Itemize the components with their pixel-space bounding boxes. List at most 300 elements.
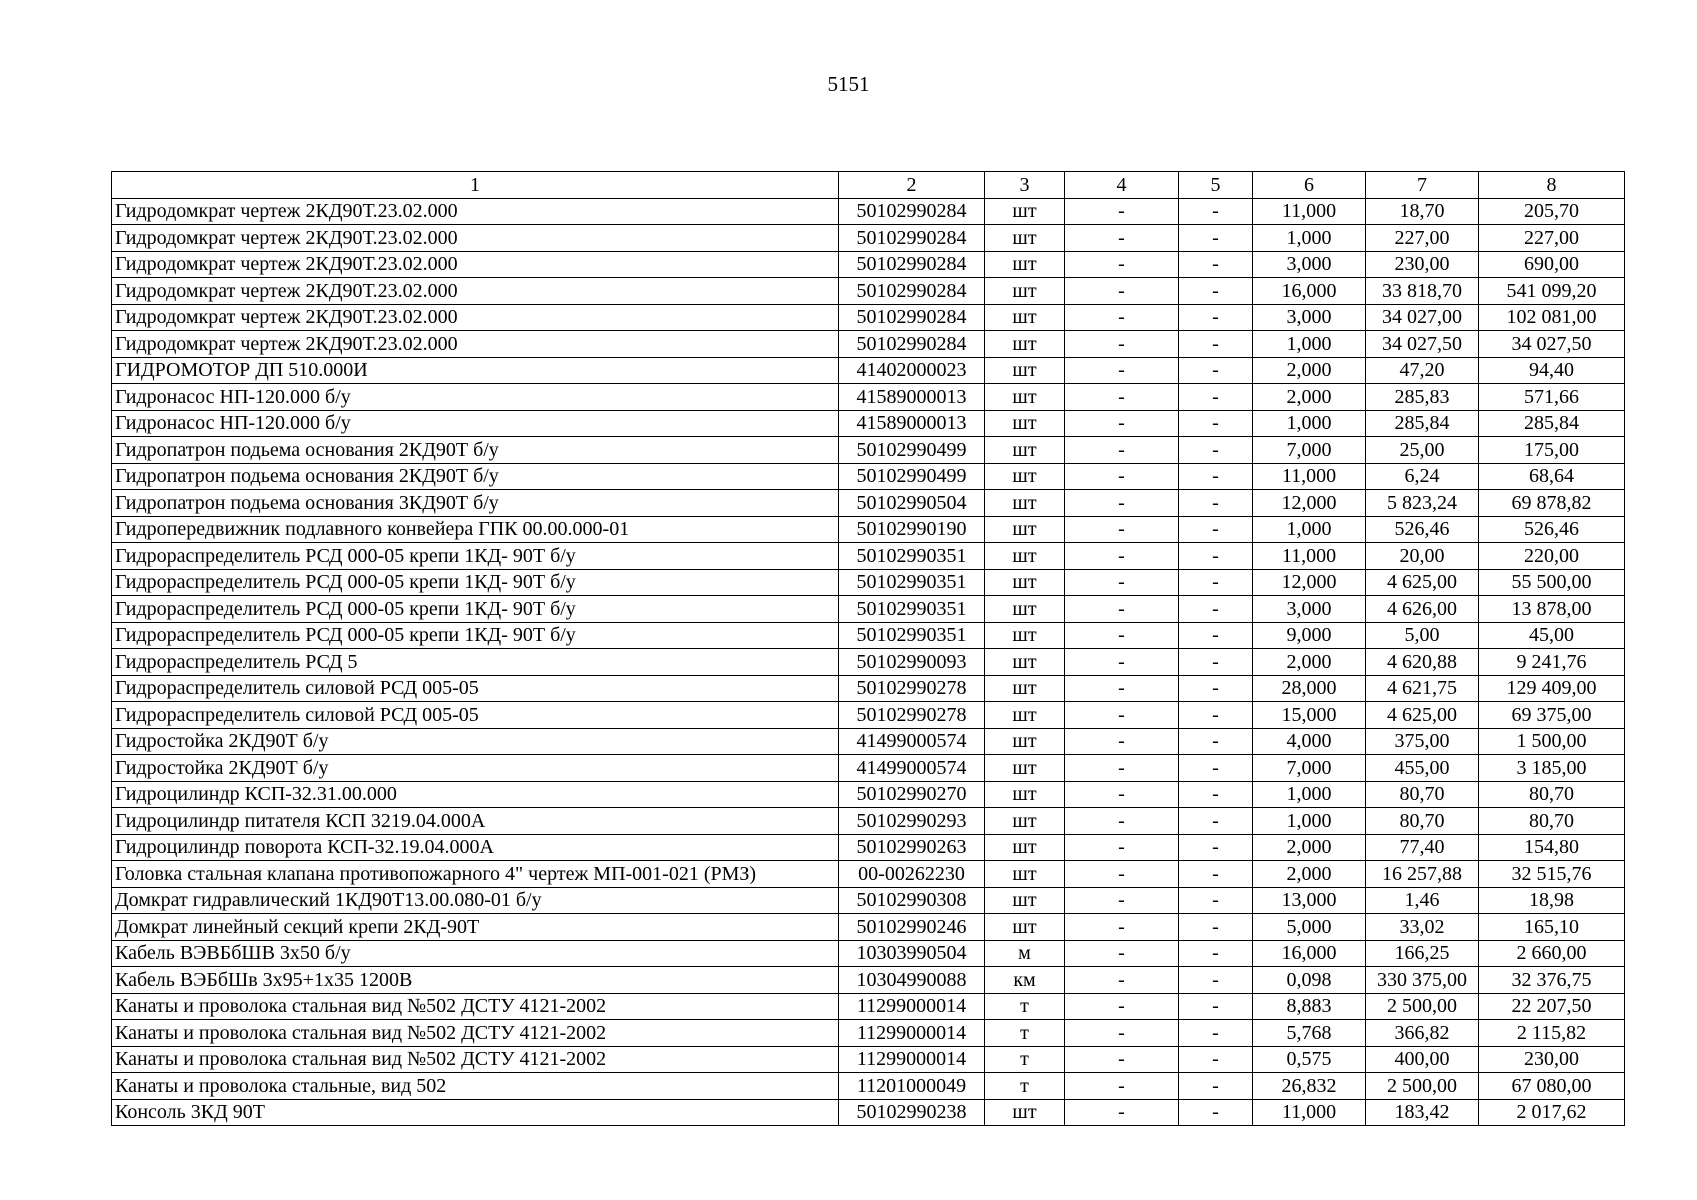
col4-cell: -	[1065, 543, 1179, 570]
price-cell: 80,70	[1366, 781, 1479, 808]
col5-cell: -	[1179, 304, 1253, 331]
col4-cell: -	[1065, 808, 1179, 835]
quantity-cell: 12,000	[1253, 490, 1366, 517]
item-code-cell: 50102990293	[839, 808, 985, 835]
item-code-cell: 10304990088	[839, 967, 985, 994]
table-row	[112, 755, 1625, 782]
item-name-cell: Консоль 3КД 90Т	[112, 1099, 839, 1126]
table-row	[112, 649, 1625, 676]
item-name-cell: Гидропатрон подьема основания 2КД90Т б/у	[112, 463, 839, 490]
price-cell: 18,70	[1366, 198, 1479, 225]
amount-cell: 205,70	[1479, 198, 1625, 225]
item-code-cell: 50102990284	[839, 251, 985, 278]
price-cell: 4 625,00	[1366, 569, 1479, 596]
col5-cell: -	[1179, 649, 1253, 676]
col5-cell: -	[1179, 357, 1253, 384]
col5-cell: -	[1179, 755, 1253, 782]
amount-cell: 80,70	[1479, 781, 1625, 808]
amount-cell: 69 375,00	[1479, 702, 1625, 729]
table-row	[112, 490, 1625, 517]
table-row	[112, 278, 1625, 305]
table-row	[112, 198, 1625, 225]
item-name-cell: Гидрораспределитель РСД 000-05 крепи 1КД- 90Т б/у	[112, 543, 839, 570]
quantity-cell: 2,000	[1253, 834, 1366, 861]
price-cell: 375,00	[1366, 728, 1479, 755]
item-name-cell: ГИДРОМОТОР ДП 510.000И	[112, 357, 839, 384]
item-name-cell: Гидроцилиндр поворота КСП-32.19.04.000А	[112, 834, 839, 861]
item-code-cell: 50102990278	[839, 702, 985, 729]
table-row	[112, 940, 1625, 967]
item-code-cell: 50102990351	[839, 569, 985, 596]
unit-cell: шт	[985, 808, 1065, 835]
quantity-cell: 2,000	[1253, 649, 1366, 676]
col5-cell: -	[1179, 437, 1253, 464]
col4-cell: -	[1065, 755, 1179, 782]
table-row	[112, 675, 1625, 702]
table-row	[112, 622, 1625, 649]
column-header-7: 7	[1366, 172, 1479, 199]
unit-cell: шт	[985, 357, 1065, 384]
price-cell: 183,42	[1366, 1099, 1479, 1126]
col5-cell: -	[1179, 1099, 1253, 1126]
col5-cell: -	[1179, 622, 1253, 649]
col5-cell: -	[1179, 914, 1253, 941]
col4-cell: -	[1065, 490, 1179, 517]
item-name-cell: Гидропатрон подьема основания 3КД90Т б/у	[112, 490, 839, 517]
item-code-cell: 00-00262230	[839, 861, 985, 888]
quantity-cell: 11,000	[1253, 463, 1366, 490]
column-header-2: 2	[839, 172, 985, 199]
table-row	[112, 304, 1625, 331]
column-header-8: 8	[1479, 172, 1625, 199]
unit-cell: шт	[985, 384, 1065, 411]
amount-cell: 175,00	[1479, 437, 1625, 464]
unit-cell: т	[985, 1020, 1065, 1047]
table-row	[112, 384, 1625, 411]
quantity-cell: 1,000	[1253, 808, 1366, 835]
table-row	[112, 1020, 1625, 1047]
price-cell: 366,82	[1366, 1020, 1479, 1047]
col5-cell: -	[1179, 940, 1253, 967]
quantity-cell: 11,000	[1253, 543, 1366, 570]
col4-cell: -	[1065, 1073, 1179, 1100]
col4-cell: -	[1065, 357, 1179, 384]
col4-cell: -	[1065, 569, 1179, 596]
item-code-cell: 41402000023	[839, 357, 985, 384]
unit-cell: шт	[985, 702, 1065, 729]
unit-cell: шт	[985, 490, 1065, 517]
item-name-cell: Гидроцилиндр питателя КСП 3219.04.000А	[112, 808, 839, 835]
item-code-cell: 41499000574	[839, 755, 985, 782]
table-row	[112, 808, 1625, 835]
price-cell: 6,24	[1366, 463, 1479, 490]
unit-cell: шт	[985, 543, 1065, 570]
item-code-cell: 50102990351	[839, 622, 985, 649]
price-cell: 5,00	[1366, 622, 1479, 649]
quantity-cell: 1,000	[1253, 516, 1366, 543]
col4-cell: -	[1065, 1046, 1179, 1073]
unit-cell: шт	[985, 437, 1065, 464]
price-cell: 455,00	[1366, 755, 1479, 782]
item-name-cell: Головка стальная клапана противопожарного 4" чертеж МП-001-021 (РМЗ)	[112, 861, 839, 888]
col4-cell: -	[1065, 622, 1179, 649]
unit-cell: т	[985, 1046, 1065, 1073]
col4-cell: -	[1065, 781, 1179, 808]
item-code-cell: 11201000049	[839, 1073, 985, 1100]
price-cell: 2 500,00	[1366, 1073, 1479, 1100]
price-cell: 227,00	[1366, 225, 1479, 252]
item-code-cell: 50102990351	[839, 596, 985, 623]
amount-cell: 94,40	[1479, 357, 1625, 384]
item-name-cell: Гидропередвижник подлавного конвейера ГПК 00.00.000-01	[112, 516, 839, 543]
unit-cell: шт	[985, 781, 1065, 808]
col5-cell: -	[1179, 887, 1253, 914]
amount-cell: 165,10	[1479, 914, 1625, 941]
table-row	[112, 463, 1625, 490]
price-cell: 4 626,00	[1366, 596, 1479, 623]
item-name-cell: Гидростойка 2КД90Т б/у	[112, 755, 839, 782]
unit-cell: шт	[985, 463, 1065, 490]
quantity-cell: 7,000	[1253, 755, 1366, 782]
col5-cell: -	[1179, 490, 1253, 517]
col4-cell: -	[1065, 516, 1179, 543]
price-cell: 285,83	[1366, 384, 1479, 411]
quantity-cell: 5,000	[1253, 914, 1366, 941]
item-code-cell: 50102990270	[839, 781, 985, 808]
column-header-4: 4	[1065, 172, 1179, 199]
price-cell: 34 027,50	[1366, 331, 1479, 358]
quantity-cell: 1,000	[1253, 410, 1366, 437]
item-name-cell: Гидропатрон подьема основания 2КД90Т б/у	[112, 437, 839, 464]
price-cell: 4 621,75	[1366, 675, 1479, 702]
item-code-cell: 50102990504	[839, 490, 985, 517]
table-row	[112, 702, 1625, 729]
item-code-cell: 50102990284	[839, 198, 985, 225]
item-name-cell: Гидрораспределитель РСД 000-05 крепи 1КД- 90Т б/у	[112, 622, 839, 649]
price-cell: 16 257,88	[1366, 861, 1479, 888]
col4-cell: -	[1065, 702, 1179, 729]
quantity-cell: 16,000	[1253, 940, 1366, 967]
quantity-cell: 0,575	[1253, 1046, 1366, 1073]
quantity-cell: 8,883	[1253, 993, 1366, 1020]
amount-cell: 154,80	[1479, 834, 1625, 861]
col5-cell: -	[1179, 1046, 1253, 1073]
quantity-cell: 26,832	[1253, 1073, 1366, 1100]
col5-cell: -	[1179, 834, 1253, 861]
table-row	[112, 728, 1625, 755]
col4-cell: -	[1065, 596, 1179, 623]
amount-cell: 67 080,00	[1479, 1073, 1625, 1100]
table-row	[112, 251, 1625, 278]
price-cell: 400,00	[1366, 1046, 1479, 1073]
col4-cell: -	[1065, 384, 1179, 411]
item-name-cell: Канаты и проволока стальная вид №502 ДСТУ 4121-2002	[112, 993, 839, 1020]
item-code-cell: 50102990499	[839, 463, 985, 490]
col5-cell: -	[1179, 543, 1253, 570]
quantity-cell: 1,000	[1253, 781, 1366, 808]
item-code-cell: 41589000013	[839, 384, 985, 411]
price-cell: 4 625,00	[1366, 702, 1479, 729]
item-code-cell: 50102990284	[839, 278, 985, 305]
item-code-cell: 11299000014	[839, 993, 985, 1020]
table-row	[112, 516, 1625, 543]
price-cell: 77,40	[1366, 834, 1479, 861]
table-row	[112, 781, 1625, 808]
quantity-cell: 3,000	[1253, 596, 1366, 623]
unit-cell: шт	[985, 755, 1065, 782]
item-code-cell: 41589000013	[839, 410, 985, 437]
amount-cell: 80,70	[1479, 808, 1625, 835]
amount-cell: 55 500,00	[1479, 569, 1625, 596]
table-row	[112, 357, 1625, 384]
col4-cell: -	[1065, 1020, 1179, 1047]
item-code-cell: 50102990190	[839, 516, 985, 543]
price-cell: 47,20	[1366, 357, 1479, 384]
inventory-table	[111, 171, 1625, 1126]
unit-cell: шт	[985, 649, 1065, 676]
table-row	[112, 887, 1625, 914]
item-name-cell: Гидродомкрат чертеж 2КД90Т.23.02.000	[112, 225, 839, 252]
item-code-cell: 50102990093	[839, 649, 985, 676]
amount-cell: 230,00	[1479, 1046, 1625, 1073]
unit-cell: шт	[985, 331, 1065, 358]
unit-cell: шт	[985, 1099, 1065, 1126]
amount-cell: 34 027,50	[1479, 331, 1625, 358]
col5-cell: -	[1179, 728, 1253, 755]
amount-cell: 13 878,00	[1479, 596, 1625, 623]
col5-cell: -	[1179, 675, 1253, 702]
col5-cell: -	[1179, 993, 1253, 1020]
col5-cell: -	[1179, 967, 1253, 994]
page-number: 5151	[827, 72, 870, 96]
table-row	[112, 410, 1625, 437]
amount-cell: 45,00	[1479, 622, 1625, 649]
table-row	[112, 1046, 1625, 1073]
col4-cell: -	[1065, 1099, 1179, 1126]
quantity-cell: 28,000	[1253, 675, 1366, 702]
amount-cell: 2 660,00	[1479, 940, 1625, 967]
unit-cell: т	[985, 1073, 1065, 1100]
quantity-cell: 0,098	[1253, 967, 1366, 994]
item-name-cell: Гидронасос НП-120.000 б/у	[112, 384, 839, 411]
price-cell: 2 500,00	[1366, 993, 1479, 1020]
col5-cell: -	[1179, 516, 1253, 543]
item-code-cell: 50102990284	[839, 331, 985, 358]
item-name-cell: Гидростойка 2КД90Т б/у	[112, 728, 839, 755]
unit-cell: шт	[985, 569, 1065, 596]
column-header-3: 3	[985, 172, 1065, 199]
quantity-cell: 12,000	[1253, 569, 1366, 596]
unit-cell: шт	[985, 198, 1065, 225]
item-name-cell: Гидродомкрат чертеж 2КД90Т.23.02.000	[112, 251, 839, 278]
quantity-cell: 3,000	[1253, 304, 1366, 331]
unit-cell: шт	[985, 410, 1065, 437]
unit-cell: т	[985, 993, 1065, 1020]
amount-cell: 526,46	[1479, 516, 1625, 543]
unit-cell: шт	[985, 225, 1065, 252]
col5-cell: -	[1179, 331, 1253, 358]
col5-cell: -	[1179, 596, 1253, 623]
item-code-cell: 50102990499	[839, 437, 985, 464]
table-row	[112, 834, 1625, 861]
col5-cell: -	[1179, 1020, 1253, 1047]
col4-cell: -	[1065, 251, 1179, 278]
amount-cell: 68,64	[1479, 463, 1625, 490]
table-row	[112, 569, 1625, 596]
item-name-cell: Гидроцилиндр КСП-32.31.00.000	[112, 781, 839, 808]
col4-cell: -	[1065, 437, 1179, 464]
price-cell: 33 818,70	[1366, 278, 1479, 305]
table-row	[112, 331, 1625, 358]
col5-cell: -	[1179, 251, 1253, 278]
item-name-cell: Кабель ВЭБбШв 3х95+1х35 1200В	[112, 967, 839, 994]
table-row	[112, 1073, 1625, 1100]
item-code-cell: 50102990238	[839, 1099, 985, 1126]
amount-cell: 129 409,00	[1479, 675, 1625, 702]
unit-cell: м	[985, 940, 1065, 967]
amount-cell: 571,66	[1479, 384, 1625, 411]
amount-cell: 2 017,62	[1479, 1099, 1625, 1126]
price-cell: 34 027,00	[1366, 304, 1479, 331]
table-row	[112, 993, 1625, 1020]
col4-cell: -	[1065, 940, 1179, 967]
price-cell: 80,70	[1366, 808, 1479, 835]
col5-cell: -	[1179, 410, 1253, 437]
item-code-cell: 10303990504	[839, 940, 985, 967]
item-name-cell: Гидрораспределитель РСД 000-05 крепи 1КД- 90Т б/у	[112, 596, 839, 623]
item-name-cell: Гидрораспределитель силовой РСД 005-05	[112, 675, 839, 702]
item-code-cell: 50102990308	[839, 887, 985, 914]
amount-cell: 9 241,76	[1479, 649, 1625, 676]
table-row	[112, 596, 1625, 623]
amount-cell: 285,84	[1479, 410, 1625, 437]
unit-cell: шт	[985, 278, 1065, 305]
unit-cell: шт	[985, 834, 1065, 861]
item-code-cell: 41499000574	[839, 728, 985, 755]
price-cell: 4 620,88	[1366, 649, 1479, 676]
col4-cell: -	[1065, 728, 1179, 755]
col5-cell: -	[1179, 702, 1253, 729]
table-row	[112, 437, 1625, 464]
quantity-cell: 7,000	[1253, 437, 1366, 464]
unit-cell: шт	[985, 675, 1065, 702]
item-code-cell: 11299000014	[839, 1046, 985, 1073]
item-name-cell: Канаты и проволока стальная вид №502 ДСТУ 4121-2002	[112, 1020, 839, 1047]
quantity-cell: 2,000	[1253, 384, 1366, 411]
col4-cell: -	[1065, 463, 1179, 490]
item-code-cell: 50102990284	[839, 225, 985, 252]
item-code-cell: 50102990278	[839, 675, 985, 702]
price-cell: 33,02	[1366, 914, 1479, 941]
col4-cell: -	[1065, 304, 1179, 331]
item-name-cell: Гидродомкрат чертеж 2КД90Т.23.02.000	[112, 278, 839, 305]
unit-cell: шт	[985, 728, 1065, 755]
col4-cell: -	[1065, 225, 1179, 252]
amount-cell: 3 185,00	[1479, 755, 1625, 782]
price-cell: 526,46	[1366, 516, 1479, 543]
item-name-cell: Канаты и проволока стальная вид №502 ДСТУ 4121-2002	[112, 1046, 839, 1073]
table-row	[112, 1099, 1625, 1126]
item-code-cell: 50102990263	[839, 834, 985, 861]
col5-cell: -	[1179, 384, 1253, 411]
amount-cell: 1 500,00	[1479, 728, 1625, 755]
price-cell: 5 823,24	[1366, 490, 1479, 517]
quantity-cell: 11,000	[1253, 1099, 1366, 1126]
price-cell: 285,84	[1366, 410, 1479, 437]
item-name-cell: Гидродомкрат чертеж 2КД90Т.23.02.000	[112, 331, 839, 358]
column-header-1: 1	[112, 172, 839, 199]
price-cell: 20,00	[1366, 543, 1479, 570]
col4-cell: -	[1065, 198, 1179, 225]
item-name-cell: Кабель ВЭВБбШВ 3х50 б/у	[112, 940, 839, 967]
quantity-cell: 16,000	[1253, 278, 1366, 305]
col5-cell: -	[1179, 278, 1253, 305]
price-cell: 1,46	[1366, 887, 1479, 914]
item-code-cell: 50102990246	[839, 914, 985, 941]
col4-cell: -	[1065, 649, 1179, 676]
unit-cell: шт	[985, 251, 1065, 278]
quantity-cell: 15,000	[1253, 702, 1366, 729]
unit-cell: шт	[985, 887, 1065, 914]
amount-cell: 227,00	[1479, 225, 1625, 252]
quantity-cell: 5,768	[1253, 1020, 1366, 1047]
item-name-cell: Гидронасос НП-120.000 б/у	[112, 410, 839, 437]
table-row	[112, 967, 1625, 994]
item-code-cell: 50102990351	[839, 543, 985, 570]
quantity-cell: 2,000	[1253, 357, 1366, 384]
unit-cell: шт	[985, 516, 1065, 543]
column-header-6: 6	[1253, 172, 1366, 199]
item-code-cell: 11299000014	[839, 1020, 985, 1047]
amount-cell: 541 099,20	[1479, 278, 1625, 305]
price-cell: 166,25	[1366, 940, 1479, 967]
item-name-cell: Домкрат гидравлический 1КД90Т13.00.080-01 б/у	[112, 887, 839, 914]
col4-cell: -	[1065, 861, 1179, 888]
amount-cell: 69 878,82	[1479, 490, 1625, 517]
col4-cell: -	[1065, 278, 1179, 305]
amount-cell: 102 081,00	[1479, 304, 1625, 331]
column-header-5: 5	[1179, 172, 1253, 199]
item-name-cell: Домкрат линейный секций крепи 2КД-90Т	[112, 914, 839, 941]
col5-cell: -	[1179, 463, 1253, 490]
col5-cell: -	[1179, 569, 1253, 596]
price-cell: 230,00	[1366, 251, 1479, 278]
item-name-cell: Гидрораспределитель силовой РСД 005-05	[112, 702, 839, 729]
price-cell: 25,00	[1366, 437, 1479, 464]
unit-cell: шт	[985, 304, 1065, 331]
quantity-cell: 4,000	[1253, 728, 1366, 755]
price-cell: 330 375,00	[1366, 967, 1479, 994]
col5-cell: -	[1179, 781, 1253, 808]
table-row	[112, 914, 1625, 941]
unit-cell: шт	[985, 622, 1065, 649]
item-code-cell: 50102990284	[839, 304, 985, 331]
amount-cell: 690,00	[1479, 251, 1625, 278]
amount-cell: 18,98	[1479, 887, 1625, 914]
item-name-cell: Гидрораспределитель РСД 000-05 крепи 1КД- 90Т б/у	[112, 569, 839, 596]
amount-cell: 32 376,75	[1479, 967, 1625, 994]
unit-cell: шт	[985, 914, 1065, 941]
col4-cell: -	[1065, 967, 1179, 994]
quantity-cell: 2,000	[1253, 861, 1366, 888]
unit-cell: шт	[985, 596, 1065, 623]
amount-cell: 220,00	[1479, 543, 1625, 570]
col4-cell: -	[1065, 410, 1179, 437]
table-row	[112, 225, 1625, 252]
col4-cell: -	[1065, 993, 1179, 1020]
col4-cell: -	[1065, 331, 1179, 358]
item-name-cell: Гидродомкрат чертеж 2КД90Т.23.02.000	[112, 198, 839, 225]
